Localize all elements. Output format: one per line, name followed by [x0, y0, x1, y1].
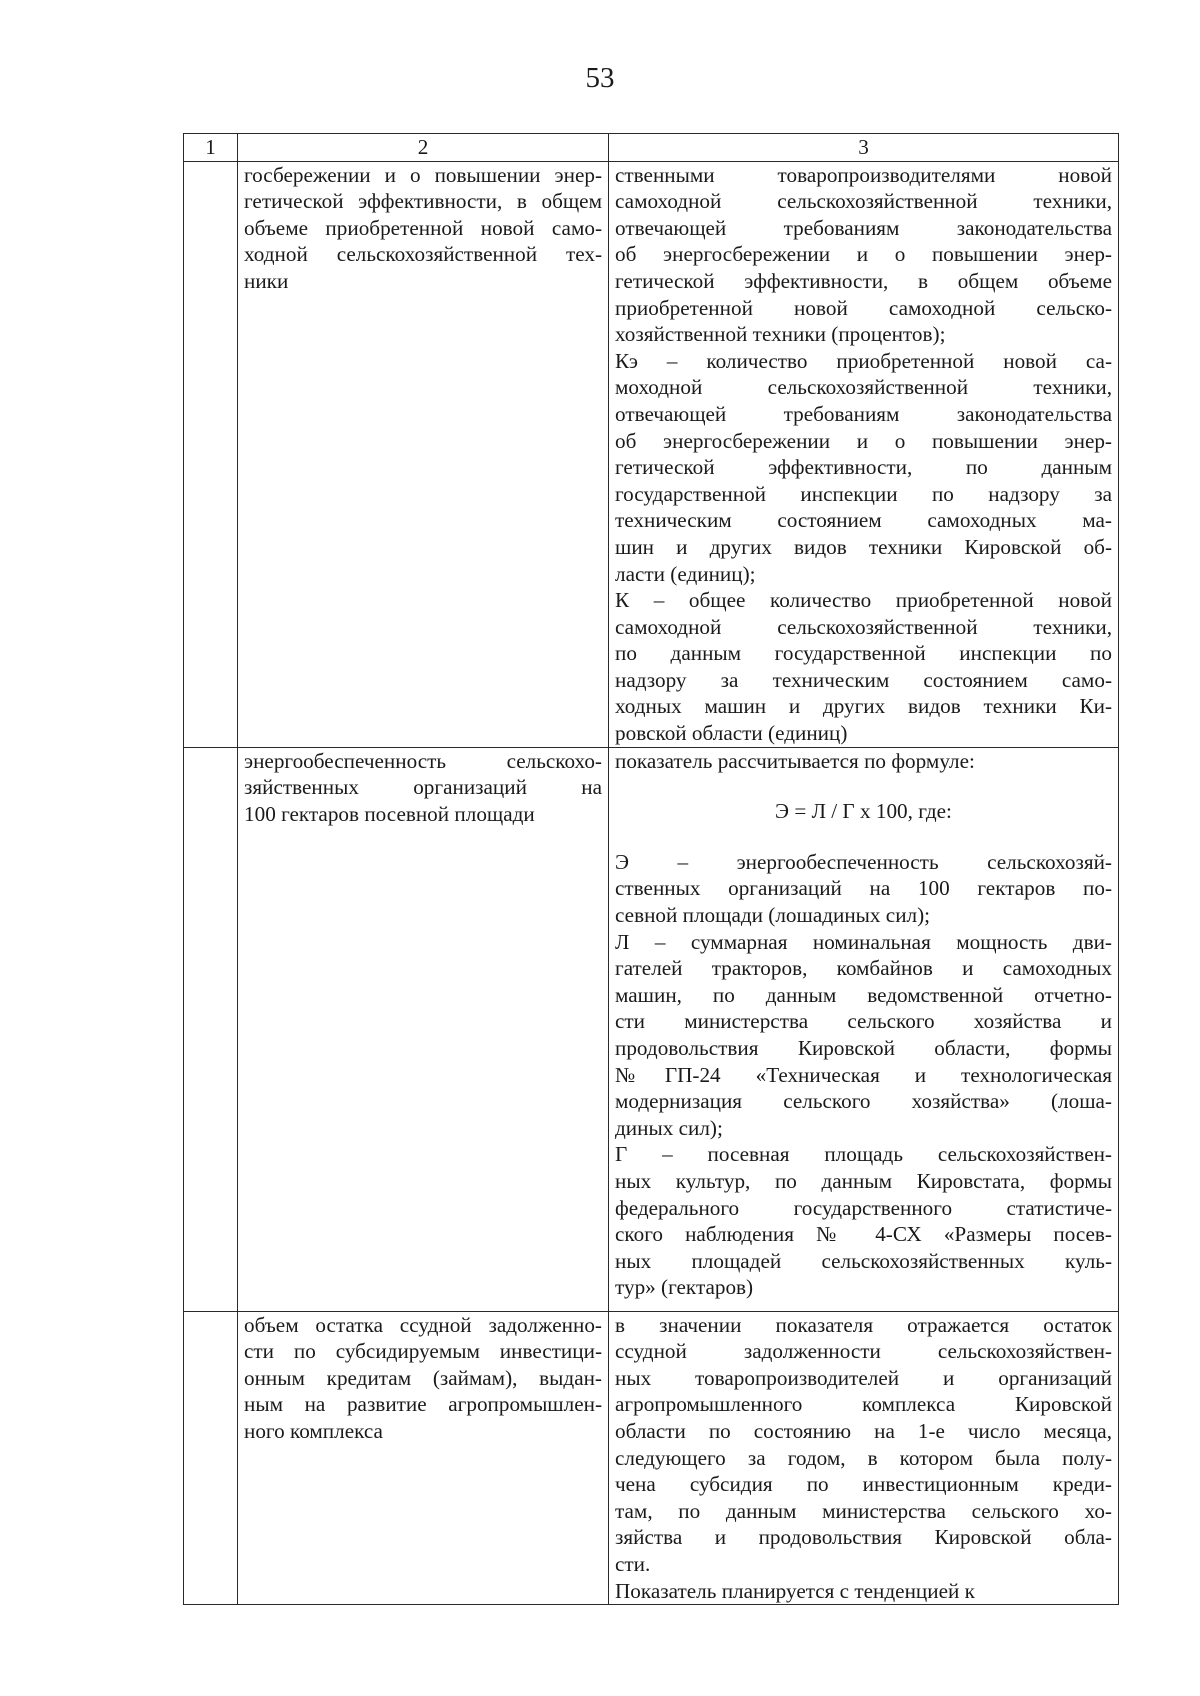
formula-intro: показатель рассчитывается по формуле: [615, 748, 975, 773]
text-line: по данным государственной инспекции по [615, 641, 1112, 666]
text-line: онным кредитам (займам), выдан- [244, 1365, 602, 1390]
text-line: федерального государственного статистиче- [615, 1195, 1112, 1220]
text-line: чена субсидия по инвестиционным креди- [615, 1472, 1112, 1497]
column-header-2: 2 [238, 134, 609, 162]
text-line: отвечающей требованиям законодательства [615, 401, 1112, 426]
text-line: гетической эффективности, в общем объеме [615, 268, 1112, 293]
text-line: ственными товаропроизводителями новой [615, 162, 1112, 187]
text-line: Показатель планируется с тенденцией к [615, 1578, 975, 1603]
indicator-method-text [615, 849, 1112, 1301]
indicator-name-text [244, 1312, 602, 1445]
text-line: сти. [615, 1552, 651, 1576]
text-line: севной площади (лошадиных сил); [615, 903, 931, 928]
text-line: гателей тракторов, комбайнов и самоходных [615, 956, 1112, 981]
text-line: тур» (гектаров) [615, 1275, 754, 1300]
text-line: модернизация сельского хозяйства» (лоша- [615, 1089, 1112, 1114]
text-line: самоходной сельскохозяйственной техники, [615, 614, 1112, 639]
text-line: приобретенной новой самоходной сельско- [615, 295, 1112, 320]
text-line: ных культур, по данным Кировстата, формы [615, 1168, 1112, 1193]
table-row [184, 747, 1119, 1311]
text-line: ровской области (единиц) [615, 721, 848, 746]
text-line: машин, по данным ведомственной отчетно- [615, 982, 1112, 1007]
text-line: надзору за техническим состоянием само- [615, 667, 1112, 692]
text-line: 100 гектаров посевной площади [244, 801, 535, 826]
indicator-name-cell [238, 1311, 609, 1605]
text-line: диных сил); [615, 1115, 723, 1140]
indicator-name-text [244, 162, 602, 295]
text-line: объеме приобретенной новой само- [244, 215, 602, 240]
text-line: об энергосбережении и о повышении энер- [615, 242, 1112, 267]
text-line: гетической эффективности, в общем [244, 189, 602, 214]
text-line: шин и других видов техники Кировской об- [615, 534, 1112, 559]
text-line: ным на развитие агропромышлен- [244, 1392, 602, 1417]
text-line: сти по субсидируемым инвестици- [244, 1339, 602, 1364]
text-line: Э – энергообеспеченность сельскохозяй- [615, 849, 1112, 874]
text-line: гетической эффективности, по данным [615, 455, 1112, 480]
text-line: №ГП-24 «Техническая и технологическая [615, 1062, 1112, 1087]
row-number-cell [184, 747, 238, 1311]
text-line: государственной инспекции по надзору за [615, 481, 1112, 506]
text-line: ных площадей сельскохозяйственных куль- [615, 1248, 1112, 1273]
text-line: ского наблюдения № 4-СХ «Размеры посев- [615, 1222, 1112, 1247]
text-line: сти министерства сельского хозяйства и [615, 1009, 1112, 1034]
text-line: Л – суммарная номинальная мощность дви- [615, 929, 1112, 954]
text-line: Г – посевная площадь сельскохозяйствен- [615, 1142, 1112, 1167]
text-line: следующего за годом, в котором была полу- [615, 1445, 1112, 1470]
text-line: ники [244, 268, 289, 293]
indicator-name-cell [238, 161, 609, 747]
column-header-3: 3 [609, 134, 1119, 162]
text-line: техническим состоянием самоходных ма- [615, 508, 1112, 533]
text-line: самоходной сельскохозяйственной техники, [615, 189, 1112, 214]
text-line: ласти (единиц); [615, 561, 756, 586]
text-line: энергообеспеченность сельскохо- [244, 748, 602, 773]
text-line: госбережении и о повышении энер- [244, 162, 602, 187]
text-line: в значении показателя отражается остаток [615, 1312, 1112, 1337]
text-line: об энергосбережении и о повышении энер- [615, 428, 1112, 453]
text-line: ственных организаций на 100 гектаров по- [615, 876, 1112, 901]
indicator-name-text [244, 748, 602, 828]
text-line: зяйства и продовольствия Кировской обла- [615, 1525, 1112, 1550]
indicator-method-cell [609, 161, 1119, 747]
indicator-method-text [615, 1312, 1112, 1605]
text-line: области по состоянию на 1-е число месяца, [615, 1419, 1112, 1444]
table-row [184, 161, 1119, 747]
indicator-method-cell [609, 747, 1119, 1311]
indicator-method-cell [609, 1311, 1119, 1605]
text-line: зяйственных организаций на [244, 775, 602, 800]
table-row [184, 1311, 1119, 1605]
text-line: продовольствия Кировской области, формы [615, 1036, 1112, 1060]
text-line: моходной сельскохозяйственной техники, [615, 375, 1112, 400]
column-header-1: 1 [184, 134, 238, 162]
text-line: Кэ – количество приобретенной новой са- [615, 348, 1112, 373]
page-number: 53 [585, 62, 615, 94]
text-line: там, по данным министерства сельского хо- [615, 1498, 1112, 1523]
text-line: агропромышленного комплекса Кировской [615, 1392, 1112, 1417]
row-number-cell [184, 1311, 238, 1605]
text-line: хозяйственной техники (процентов); [615, 322, 946, 347]
indicator-table [183, 133, 1119, 1605]
text-line: ходной сельскохозяйственной тех- [244, 242, 602, 267]
table-header-row [184, 134, 1119, 162]
text-line: ного комплекса [244, 1419, 383, 1444]
text-line: ходных машин и других видов техники Ки- [615, 694, 1112, 719]
text-line: ных товаропроизводителей и организаций [615, 1365, 1112, 1390]
text-line: ссудной задолженности сельскохозяйствен- [615, 1339, 1112, 1364]
indicator-method-text [615, 162, 1112, 747]
formula: Э = Л / Г х 100, где: [775, 799, 952, 824]
text-line: К – общее количество приобретенной новой [615, 588, 1112, 613]
row-number-cell [184, 161, 238, 747]
text-line: объем остатка ссудной задолженно- [244, 1312, 602, 1337]
indicator-name-cell [238, 747, 609, 1311]
text-line: отвечающей требованиям законодательства [615, 215, 1112, 240]
